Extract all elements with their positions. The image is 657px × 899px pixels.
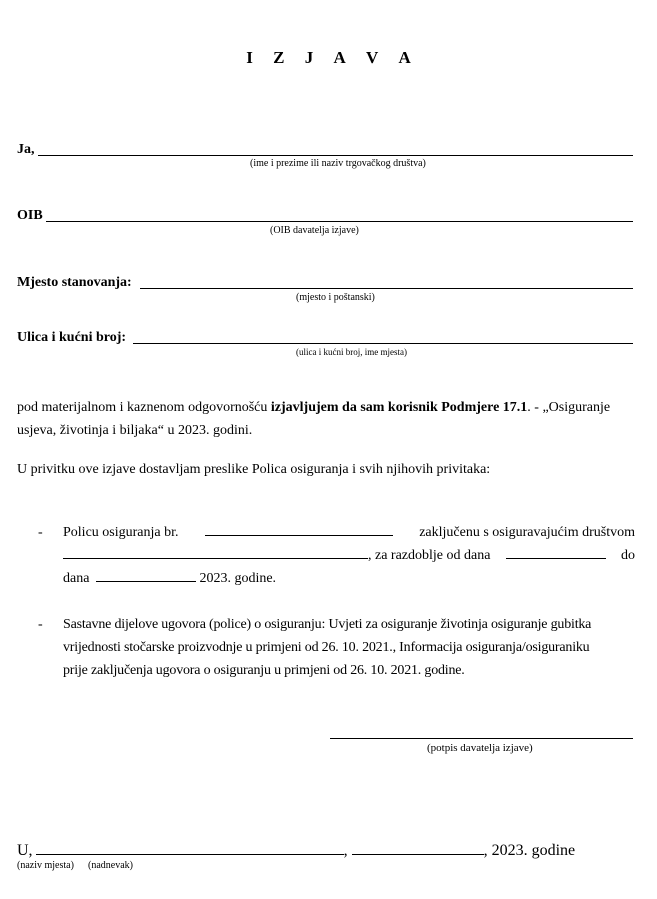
footer-prefix: U, bbox=[17, 842, 33, 859]
title-letter: Z bbox=[273, 48, 285, 67]
insurer-label: zaključenu s osiguravajućim društvom bbox=[419, 525, 635, 540]
title-letter: A bbox=[333, 48, 346, 67]
period-label: , za razdoblje od dana bbox=[368, 548, 491, 563]
ulica-hint: (ulica i kućni broj, ime mjesta) bbox=[296, 347, 407, 357]
insurer-field[interactable] bbox=[63, 546, 368, 559]
date-to-field[interactable] bbox=[96, 569, 196, 582]
policy-label: Policu osiguranja br. bbox=[63, 525, 179, 540]
footer-comma: , bbox=[343, 842, 348, 859]
place-hint: (naziv mjesta) bbox=[17, 860, 74, 871]
ja-label: Ja, bbox=[17, 142, 35, 157]
mjesto-label: Mjesto stanovanja: bbox=[17, 275, 132, 290]
statement-text: pod materijalnom i kaznenom odgovornošću bbox=[17, 400, 271, 415]
footer-suffix: , 2023. godine bbox=[483, 842, 576, 859]
oib-label: OIB bbox=[17, 208, 43, 223]
title-letter: J bbox=[304, 48, 314, 67]
date-hint: (nadnevak) bbox=[88, 860, 133, 871]
attachments-intro: U privitku ove izjave dostavljam preslike Polica osiguranja i svih njihovih privitaka: bbox=[17, 462, 491, 477]
statement-bold: izjavljujem da sam korisnik Podmjere 17.1 bbox=[270, 400, 528, 415]
place-field[interactable] bbox=[36, 840, 344, 855]
contract-line-2: vrijednosti stočarske proizvodnje u primjeni od 26. 10. 2021., Informacija osiguranja/osiguraniku bbox=[63, 640, 590, 655]
year-label: 2023. godine. bbox=[199, 571, 277, 586]
signature-hint: (potpis davatelja izjave) bbox=[427, 742, 533, 754]
contract-line-3: prije zaključenja ugovora o osiguranju u primjeni od 26. 10. 2021. godine. bbox=[63, 663, 465, 678]
ulica-field[interactable] bbox=[133, 343, 633, 344]
day-label: dana bbox=[63, 571, 90, 586]
footer-place-date bbox=[17, 840, 575, 860]
to-label: do bbox=[620, 548, 635, 563]
title-letter: A bbox=[398, 48, 411, 67]
signature-field[interactable] bbox=[330, 738, 633, 739]
title-letter: I bbox=[246, 48, 253, 67]
title-letter: V bbox=[365, 48, 379, 67]
statement-paragraph bbox=[17, 396, 637, 442]
contract-line-1: Sastavne dijelove ugovora (police) o osiguranju: Uvjeti za osiguranje životinja osiguranje gubitka bbox=[63, 617, 592, 632]
document-title bbox=[0, 48, 657, 68]
mjesto-hint: (mjesto i poštanski) bbox=[296, 292, 375, 303]
oib-hint: (OIB davatelja izjave) bbox=[270, 225, 359, 236]
bullet-item-contract-parts bbox=[63, 613, 638, 682]
date-field[interactable] bbox=[352, 840, 484, 855]
ja-field[interactable] bbox=[38, 155, 633, 156]
oib-field[interactable] bbox=[46, 221, 633, 222]
mjesto-field[interactable] bbox=[140, 288, 633, 289]
statement-text-2: . - „Osiguranje bbox=[527, 400, 611, 415]
bullet-dash: - bbox=[38, 617, 43, 632]
policy-number-field[interactable] bbox=[205, 523, 393, 536]
statement-line-2: usjeva, životinja i biljaka“ u 2023. godini. bbox=[17, 423, 253, 438]
bullet-dash: - bbox=[38, 525, 43, 540]
ulica-label: Ulica i kućni broj: bbox=[17, 330, 127, 345]
ja-hint: (ime i prezime ili naziv trgovačkog društva) bbox=[250, 158, 426, 169]
bullet-item-policy bbox=[63, 521, 635, 590]
date-from-field[interactable] bbox=[506, 546, 606, 559]
